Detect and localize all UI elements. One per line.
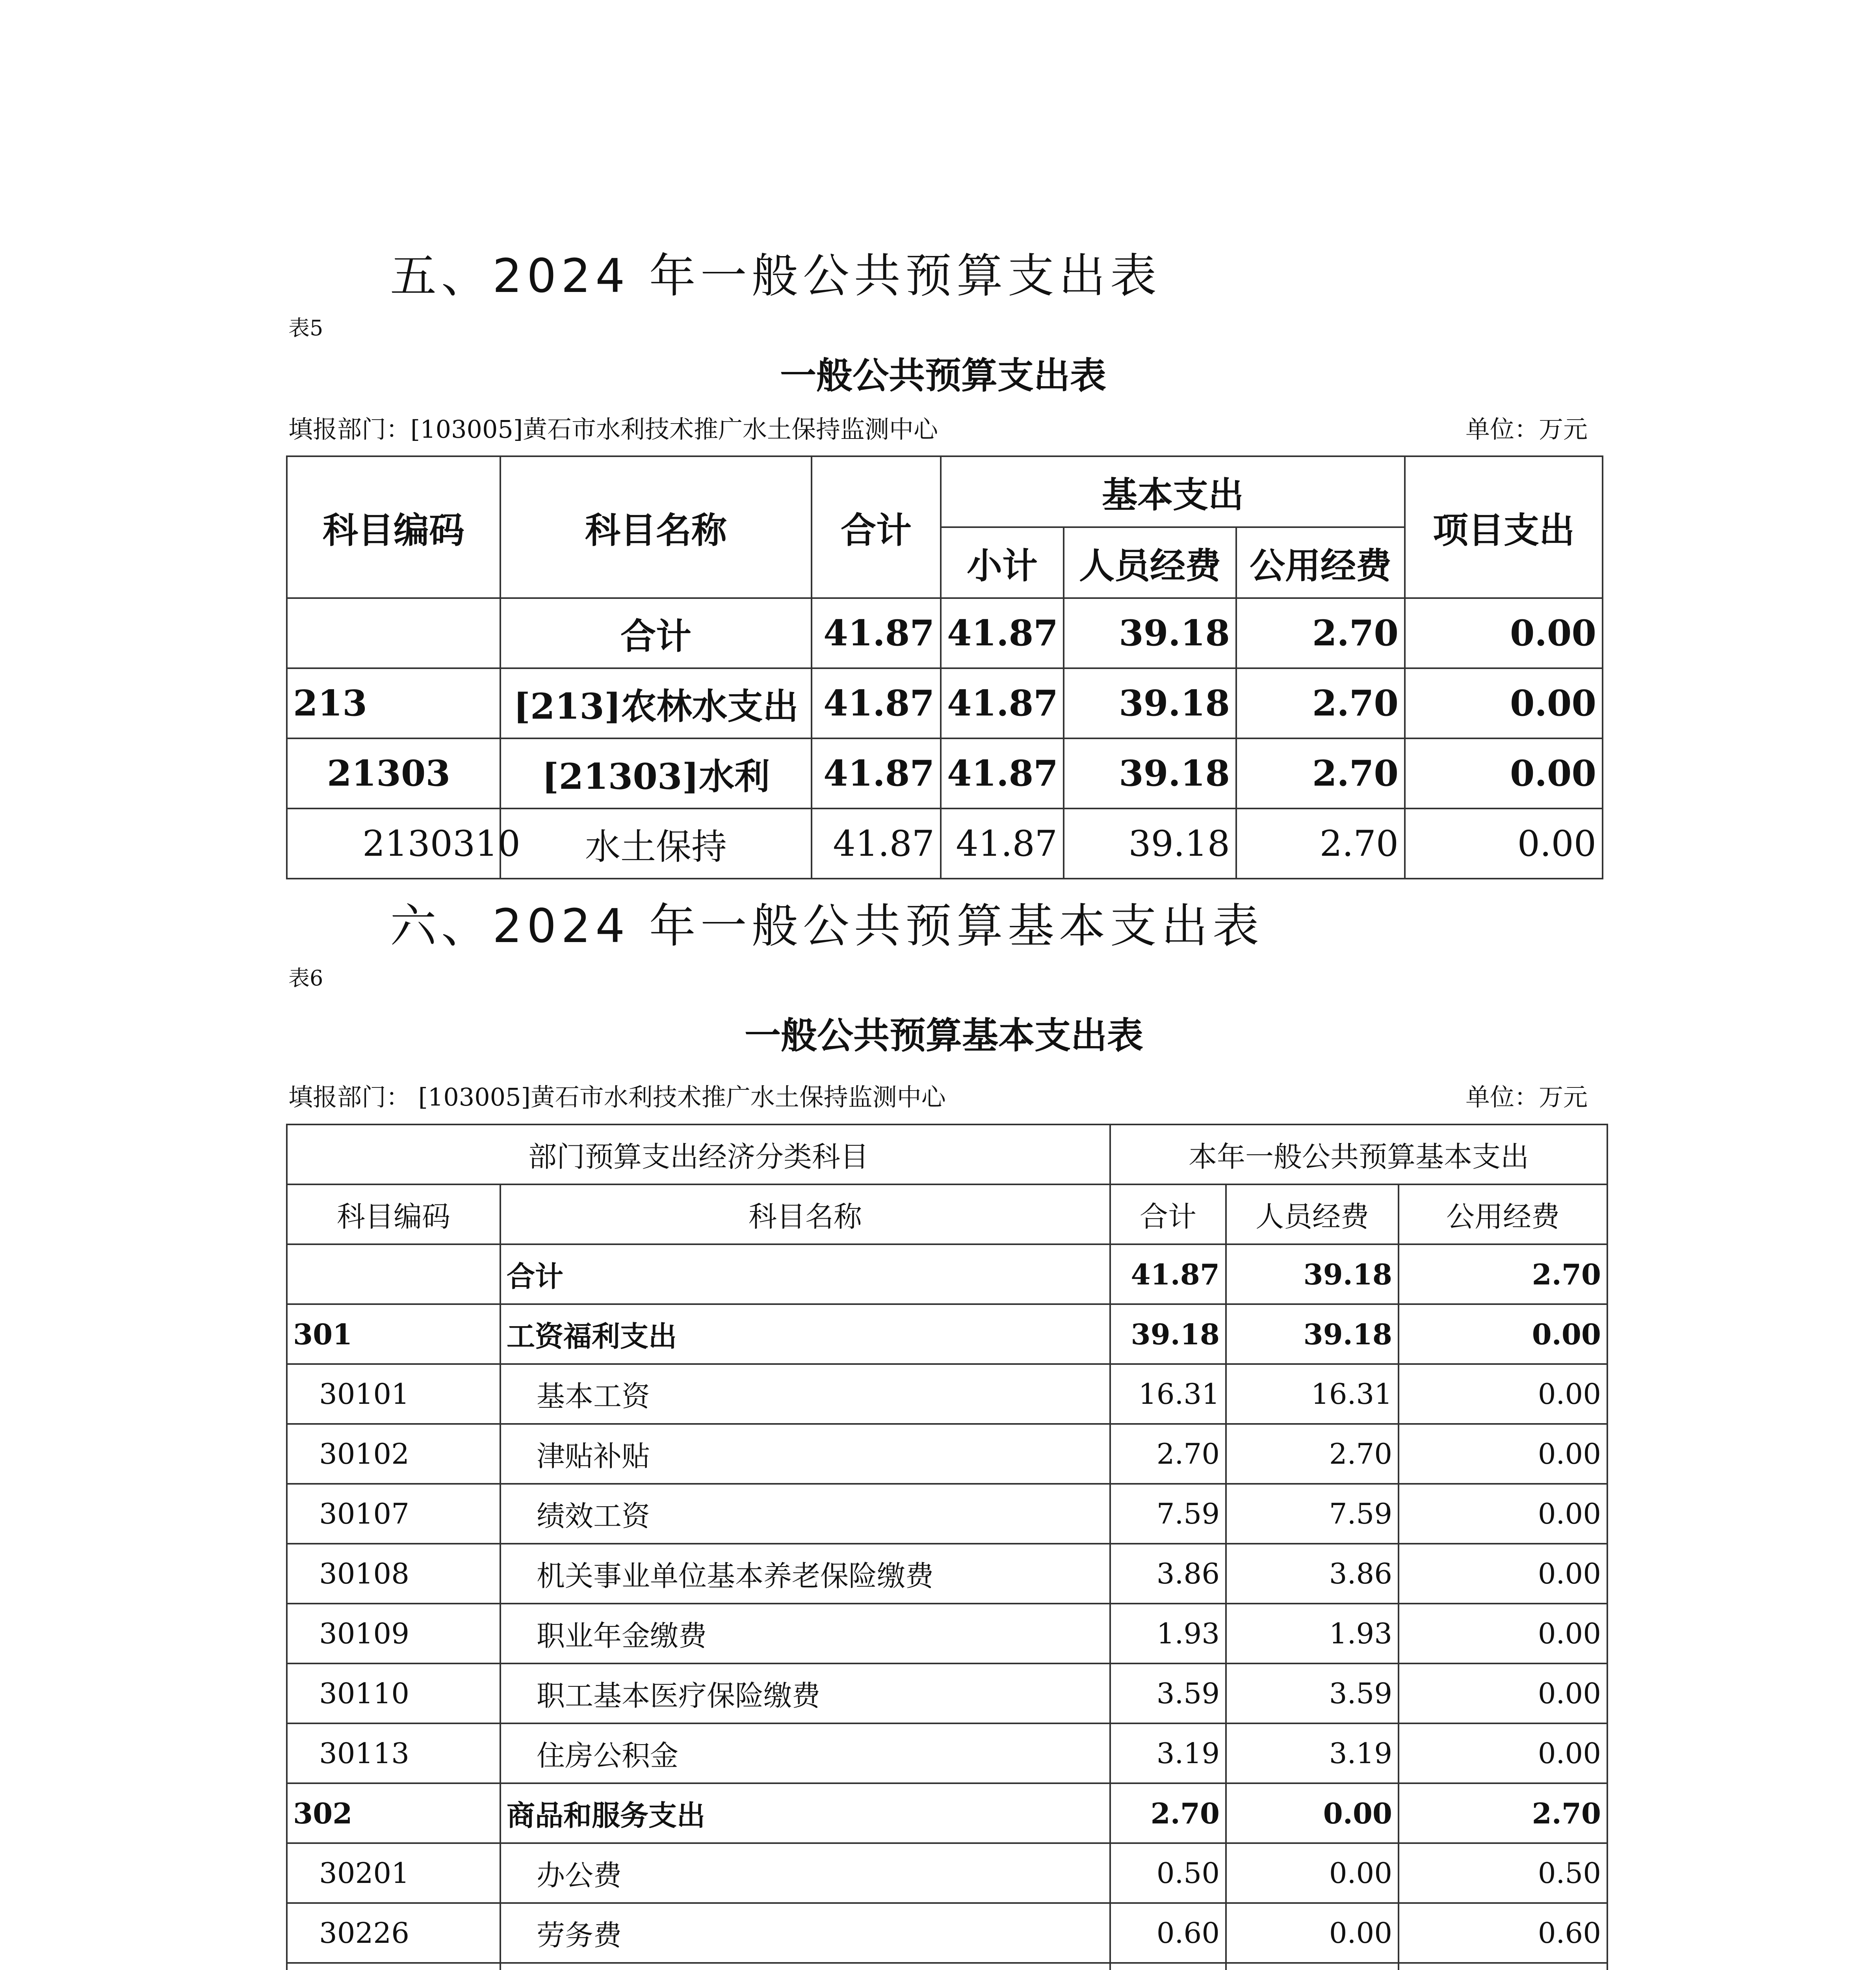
section-6-title: 六、2024 年一般公共预算基本支出表: [390, 899, 1264, 953]
t6-cell-public: 0.60: [1399, 1903, 1607, 1963]
t6-cell-code: [287, 1244, 500, 1304]
t6-header-total: 合计: [1110, 1184, 1226, 1244]
table-5-dept: 填报部门：[103005]黄石市水利技术推广水土保持监测中心: [288, 415, 938, 444]
t6-cell-total: 2.70: [1110, 1783, 1226, 1843]
t6-cell-public: 2.70: [1399, 1244, 1607, 1304]
t5-cell-personnel: 39.18: [1064, 598, 1236, 668]
t6-cell-name: 办公费: [500, 1843, 1110, 1903]
t6-cell-name: 职工基本医疗保险缴费: [500, 1663, 1110, 1723]
t6-cell-personnel: [1226, 1963, 1399, 1970]
t6-cell-name: 合计: [500, 1244, 1110, 1304]
t5-header-public: 公用经费: [1236, 527, 1405, 598]
table-row: [287, 1723, 1607, 1783]
t6-cell-name: 劳务费: [500, 1903, 1110, 1963]
t6-cell-code: 30101: [287, 1364, 500, 1424]
table-row: [287, 738, 1603, 808]
table-6: [286, 1124, 1608, 1970]
t5-cell-project: 0.00: [1405, 598, 1603, 668]
t6-cell-code: [287, 1963, 500, 1970]
t5-header-personnel: 人员经费: [1064, 527, 1236, 598]
t5-cell-public: 2.70: [1236, 598, 1405, 668]
table-row: [287, 1484, 1607, 1544]
t6-cell-code: 302: [287, 1783, 500, 1843]
t6-cell-total: 39.18: [1110, 1304, 1226, 1364]
t6-cell-total: 1.93: [1110, 1604, 1226, 1663]
t6-header-group-left: 部门预算支出经济分类科目: [287, 1124, 1110, 1184]
t6-cell-total: 7.59: [1110, 1484, 1226, 1544]
t5-cell-total: 41.87: [812, 738, 941, 808]
t6-cell-code: 30201: [287, 1843, 500, 1903]
t6-cell-personnel: 3.19: [1226, 1723, 1399, 1783]
table-row: [287, 1364, 1607, 1424]
t6-cell-personnel: 0.00: [1226, 1843, 1399, 1903]
table-row: [287, 1663, 1607, 1723]
t6-header-name: 科目名称: [500, 1184, 1110, 1244]
t5-cell-total: 41.87: [812, 808, 941, 879]
t5-cell-subtotal: 41.87: [941, 808, 1064, 879]
t5-cell-code: 2130310: [287, 808, 500, 879]
table-6-header-row: [287, 1184, 1607, 1244]
t6-cell-total: 41.87: [1110, 1244, 1226, 1304]
table-6-title: 一般公共预算基本支出表: [745, 1015, 1144, 1057]
t6-cell-total: [1110, 1963, 1226, 1970]
t5-header-project: 项目支出: [1405, 456, 1603, 598]
t6-cell-name: 职业年金缴费: [500, 1604, 1110, 1663]
t6-cell-code: 30108: [287, 1544, 500, 1604]
table-6-body: [287, 1244, 1607, 1970]
t6-cell-total: 0.60: [1110, 1903, 1226, 1963]
t6-cell-code: 30226: [287, 1903, 500, 1963]
table-row: [287, 1244, 1607, 1304]
t6-header-group-right: 本年一般公共预算基本支出: [1110, 1124, 1607, 1184]
table-5-label: 表5: [288, 316, 323, 340]
t5-cell-total: 41.87: [812, 668, 941, 738]
table-6-unit: 单位：万元: [1466, 1083, 1588, 1111]
t6-cell-personnel: 7.59: [1226, 1484, 1399, 1544]
t6-cell-name: 津贴补贴: [500, 1424, 1110, 1484]
t5-cell-public: 2.70: [1236, 738, 1405, 808]
t6-cell-public: 0.00: [1399, 1663, 1607, 1723]
t5-cell-code: [287, 598, 500, 668]
t6-cell-public: 0.00: [1399, 1544, 1607, 1604]
t5-cell-code: 213: [287, 668, 500, 738]
t6-cell-total: 3.86: [1110, 1544, 1226, 1604]
t6-cell-code: 30110: [287, 1663, 500, 1723]
t5-cell-total: 41.87: [812, 598, 941, 668]
t5-cell-name: 合计: [500, 598, 812, 668]
t5-header-basic: 基本支出: [941, 456, 1405, 527]
section-5-title: 五、2024 年一般公共预算支出表: [390, 249, 1161, 303]
t5-cell-subtotal: 41.87: [941, 738, 1064, 808]
t5-header-total: 合计: [812, 456, 941, 598]
t6-cell-public: 0.00: [1399, 1304, 1607, 1364]
t6-header-public: 公用经费: [1399, 1184, 1607, 1244]
t5-cell-project: 0.00: [1405, 808, 1603, 879]
t5-header-subtotal: 小计: [941, 527, 1064, 598]
t6-cell-code: 30102: [287, 1424, 500, 1484]
t6-cell-total: 3.19: [1110, 1723, 1226, 1783]
table-6-label: 表6: [288, 966, 323, 991]
t5-cell-subtotal: 41.87: [941, 598, 1064, 668]
table-row: [287, 1783, 1607, 1843]
t6-cell-public: 2.70: [1399, 1783, 1607, 1843]
t6-cell-code: 301: [287, 1304, 500, 1364]
table-row: [287, 1903, 1607, 1963]
t6-cell-personnel: 39.18: [1226, 1304, 1399, 1364]
t6-cell-name: 住房公积金: [500, 1723, 1110, 1783]
table-row: [287, 1544, 1607, 1604]
t6-cell-total: 3.59: [1110, 1663, 1226, 1723]
table-row: [287, 808, 1603, 879]
t5-header-code: 科目编码: [287, 456, 500, 598]
t6-header-personnel: 人员经费: [1226, 1184, 1399, 1244]
table-5-unit: 单位：万元: [1466, 415, 1588, 444]
t5-cell-name: 水土保持: [500, 808, 812, 879]
t6-cell-personnel: 3.86: [1226, 1544, 1399, 1604]
t6-cell-code: 30113: [287, 1723, 500, 1783]
t6-cell-public: 0.00: [1399, 1484, 1607, 1544]
t5-cell-subtotal: 41.87: [941, 668, 1064, 738]
t6-cell-total: 16.31: [1110, 1364, 1226, 1424]
table-row: [287, 1843, 1607, 1903]
t6-cell-name: 基本工资: [500, 1364, 1110, 1424]
t5-cell-name: [21303]水利: [500, 738, 812, 808]
table-5: [286, 455, 1603, 879]
table-5-header-row: [287, 456, 1603, 527]
t6-cell-name: 商品和服务支出: [500, 1783, 1110, 1843]
t6-cell-public: 0.50: [1399, 1843, 1607, 1903]
table-6-group-header-row: [287, 1124, 1607, 1184]
t5-cell-project: 0.00: [1405, 668, 1603, 738]
table-row: [287, 1304, 1607, 1364]
table-row: [287, 598, 1603, 668]
table-row: [287, 668, 1603, 738]
t6-cell-personnel: 16.31: [1226, 1364, 1399, 1424]
t5-cell-public: 2.70: [1236, 668, 1405, 738]
t6-cell-total: 0.50: [1110, 1843, 1226, 1903]
table-row: [287, 1963, 1607, 1970]
t6-cell-personnel: 39.18: [1226, 1244, 1399, 1304]
t6-cell-personnel: 1.93: [1226, 1604, 1399, 1663]
t6-cell-personnel: 2.70: [1226, 1424, 1399, 1484]
t5-cell-personnel: 39.18: [1064, 738, 1236, 808]
t6-cell-name: 机关事业单位基本养老保险缴费: [500, 1544, 1110, 1604]
t5-cell-project: 0.00: [1405, 738, 1603, 808]
t6-cell-code: 30109: [287, 1604, 500, 1663]
t6-cell-public: 0.00: [1399, 1723, 1607, 1783]
t6-cell-public: 0.00: [1399, 1604, 1607, 1663]
t6-cell-personnel: 0.00: [1226, 1903, 1399, 1963]
t6-cell-public: [1399, 1963, 1607, 1970]
t6-header-code: 科目编码: [287, 1184, 500, 1244]
t6-cell-name: [500, 1963, 1110, 1970]
t6-cell-total: 2.70: [1110, 1424, 1226, 1484]
t5-cell-name: [213]农林水支出: [500, 668, 812, 738]
t6-cell-personnel: 0.00: [1226, 1783, 1399, 1843]
table-row: [287, 1424, 1607, 1484]
t5-cell-personnel: 39.18: [1064, 808, 1236, 879]
t6-cell-personnel: 3.59: [1226, 1663, 1399, 1723]
table-5-title: 一般公共预算支出表: [780, 355, 1107, 397]
table-row: [287, 1604, 1607, 1663]
t5-cell-personnel: 39.18: [1064, 668, 1236, 738]
t6-cell-public: 0.00: [1399, 1364, 1607, 1424]
t5-cell-code: 21303: [287, 738, 500, 808]
t6-cell-name: 工资福利支出: [500, 1304, 1110, 1364]
t6-cell-code: 30107: [287, 1484, 500, 1544]
t5-cell-public: 2.70: [1236, 808, 1405, 879]
table-6-dept: 填报部门： [103005]黄石市水利技术推广水土保持监测中心: [288, 1083, 946, 1111]
t6-cell-name: 绩效工资: [500, 1484, 1110, 1544]
t6-cell-public: 0.00: [1399, 1424, 1607, 1484]
t5-header-name: 科目名称: [500, 456, 812, 598]
